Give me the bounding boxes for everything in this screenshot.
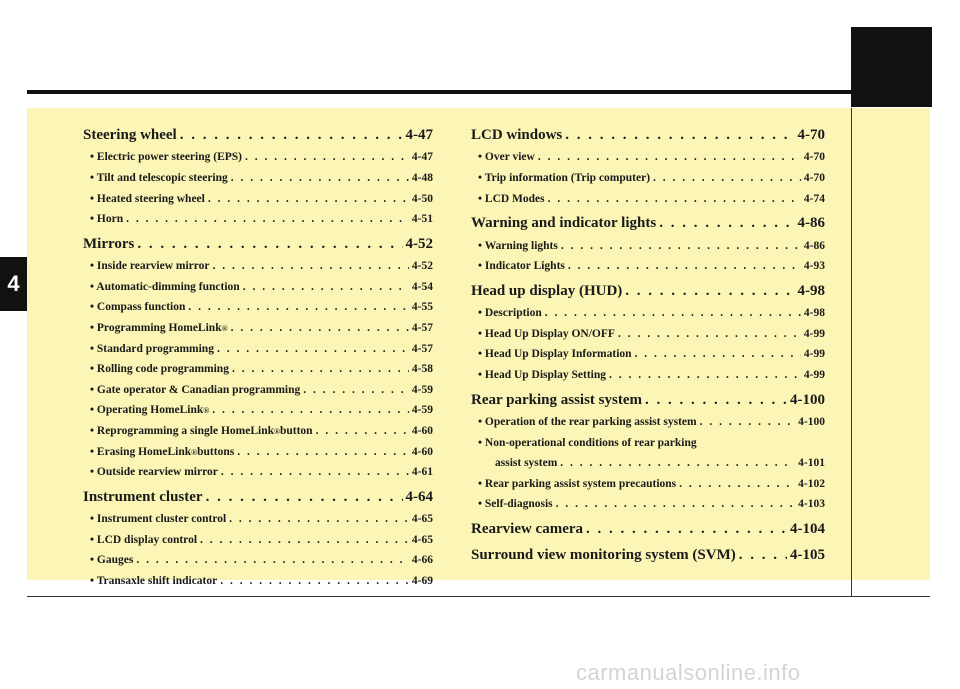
page-number: 4-50 <box>411 192 433 205</box>
toc-entry-title: • Description <box>478 307 542 320</box>
toc-heading[interactable] <box>471 518 825 541</box>
page-number: 4-66 <box>411 554 433 567</box>
page-number: 4-104 <box>790 520 825 537</box>
toc-heading[interactable] <box>83 233 433 256</box>
toc-entry-title: LCD windows <box>471 127 563 143</box>
toc-entry-title: • Non-operational conditions of rear parking <box>478 436 697 449</box>
toc-entry[interactable] <box>83 256 433 277</box>
toc-heading[interactable] <box>471 280 825 303</box>
toc-entry-title: Steering wheel <box>83 127 177 143</box>
page-number: 4-61 <box>411 466 433 479</box>
page-number: 4-100 <box>790 391 825 408</box>
dot-leader <box>188 297 409 318</box>
toc-entry[interactable] <box>471 256 825 277</box>
toc-entry-title: • Reprogramming a single HomeLink <box>90 424 274 437</box>
toc-entry[interactable] <box>83 147 433 168</box>
toc-left-column <box>83 124 433 591</box>
chapter-header-block <box>851 27 932 107</box>
page-number: 4-47 <box>405 127 433 143</box>
toc-entry-title: • Rear parking assist system precautions <box>478 477 677 490</box>
page-number: 4-70 <box>803 151 825 164</box>
dot-leader <box>200 530 409 551</box>
toc-entry[interactable] <box>471 412 825 433</box>
toc-entry[interactable] <box>83 400 433 421</box>
page-number: 4-65 <box>411 533 433 546</box>
dot-leader <box>231 318 409 339</box>
toc-entry-title: assist system <box>495 457 558 470</box>
toc-entry-title: • Gauges <box>90 554 134 567</box>
dot-leader <box>560 453 795 474</box>
dot-leader <box>645 389 787 412</box>
dot-leader <box>136 550 409 571</box>
page-number: 4-102 <box>798 477 825 490</box>
page-number: 4-59 <box>411 404 433 417</box>
toc-entry-title: • Over view <box>478 151 535 164</box>
toc-entry[interactable] <box>471 365 825 386</box>
toc-entry[interactable] <box>83 380 433 401</box>
dot-leader <box>137 233 402 256</box>
toc-entry[interactable] <box>83 277 433 298</box>
toc-entry[interactable] <box>83 530 433 551</box>
toc-entry-title: • Outside rearview mirror <box>90 466 218 479</box>
page-number: 4-51 <box>411 213 433 226</box>
toc-entry-title: • Standard programming <box>90 342 214 355</box>
toc-entry-title: Rear parking assist system <box>471 391 642 408</box>
page-number: 4-65 <box>411 513 433 526</box>
toc-entry-title: • Head Up Display Information <box>478 348 632 361</box>
dot-leader <box>180 124 403 147</box>
toc-heading[interactable] <box>471 212 825 235</box>
toc-entry[interactable] <box>83 421 433 442</box>
dot-leader <box>700 412 796 433</box>
toc-entry[interactable] <box>83 571 433 592</box>
dot-leader <box>217 339 409 360</box>
dot-leader <box>556 494 796 515</box>
dot-leader <box>212 400 409 421</box>
toc-entry[interactable] <box>471 303 825 324</box>
toc-entry-title: • Heated steering wheel <box>90 192 205 205</box>
page-number: 4-86 <box>797 215 825 232</box>
dot-leader <box>237 442 409 463</box>
page-number: 4-64 <box>405 488 433 505</box>
toc-entry-title: • Erasing HomeLink <box>90 445 192 458</box>
page-number: 4-52 <box>405 235 433 252</box>
page-number: 4-59 <box>411 383 433 396</box>
page-number: 4-93 <box>803 260 825 273</box>
toc-entry-title: • Warning lights <box>478 239 558 252</box>
dot-leader <box>208 189 409 210</box>
dot-leader <box>561 236 801 257</box>
dot-leader <box>635 344 801 365</box>
toc-entry-title: Instrument cluster <box>83 488 203 505</box>
page-number: 4-48 <box>411 171 433 184</box>
watermark: carmanualsonline.info <box>576 660 801 685</box>
toc-entry-title: • Instrument cluster control <box>90 513 227 526</box>
dot-leader <box>245 147 409 168</box>
page-number: 4-103 <box>798 498 825 511</box>
toc-entry-title: Head up display (HUD) <box>471 282 623 299</box>
dot-leader <box>586 518 787 541</box>
toc-entry[interactable] <box>471 147 825 168</box>
registered-mark: ® <box>273 426 280 436</box>
dot-leader <box>545 303 801 324</box>
toc-entry-title: • Programming HomeLink <box>90 321 222 334</box>
page-number: 4-101 <box>798 457 825 470</box>
dot-leader <box>609 365 801 386</box>
toc-entry-title: • Rolling code programming <box>90 363 229 376</box>
dot-leader <box>538 147 801 168</box>
toc-entry-title: • LCD Modes <box>478 192 545 205</box>
toc-entry-title: • Inside rearview mirror <box>90 260 210 273</box>
toc-entry[interactable] <box>471 344 825 365</box>
chapter-tab: 4 <box>0 257 27 311</box>
top-rule <box>27 90 930 94</box>
toc-entry-title: • Compass function <box>90 301 186 314</box>
toc-entry-title: • Gate operator & Canadian programming <box>90 383 301 396</box>
toc-heading[interactable] <box>471 124 825 147</box>
dot-leader <box>565 124 794 147</box>
page-number: 4-99 <box>803 368 825 381</box>
toc-entry[interactable] <box>471 474 825 495</box>
toc-entry[interactable] <box>83 550 433 571</box>
toc-right-column <box>471 124 825 568</box>
page-number: 4-99 <box>803 348 825 361</box>
toc-entry[interactable] <box>471 236 825 257</box>
page-number: 4-57 <box>411 321 433 334</box>
registered-mark: ® <box>203 406 210 416</box>
page-number: 4-47 <box>411 151 433 164</box>
toc-entry-title: • LCD display control <box>90 533 198 546</box>
toc-entry-title: Rearview camera <box>471 520 584 537</box>
toc-entry-title: • Transaxle shift indicator <box>90 574 218 587</box>
toc-entry[interactable] <box>83 318 433 339</box>
dot-leader <box>739 544 787 567</box>
bottom-rule <box>27 596 930 597</box>
dot-leader <box>316 421 409 442</box>
toc-heading[interactable] <box>471 389 825 412</box>
toc-entry-title: • Operation of the rear parking assist system <box>478 415 697 428</box>
dot-leader <box>659 212 794 235</box>
dot-leader <box>232 359 409 380</box>
toc-entry[interactable] <box>471 494 825 515</box>
toc-entry-title: Warning and indicator lights <box>471 215 657 232</box>
page-number: 4-60 <box>411 424 433 437</box>
dot-leader <box>568 256 801 277</box>
page-number: 4-86 <box>803 239 825 252</box>
toc-entry-title: • Trip information (Trip computer) <box>478 171 651 184</box>
toc-heading[interactable] <box>471 544 825 567</box>
page-number: 4-52 <box>411 260 433 273</box>
dot-leader <box>206 486 403 509</box>
page-number: 4-74 <box>803 192 825 205</box>
page-number: 4-69 <box>411 574 433 587</box>
toc-entry[interactable] <box>83 509 433 530</box>
page-number: 4-70 <box>803 171 825 184</box>
page-number: 4-98 <box>797 282 825 299</box>
toc-entry[interactable] <box>83 209 433 230</box>
dot-leader <box>213 256 409 277</box>
page-number: 4-55 <box>411 301 433 314</box>
toc-entry-title: Surround view monitoring system (SVM) <box>471 547 736 564</box>
toc-heading[interactable] <box>83 486 433 509</box>
toc-entry[interactable] <box>471 168 825 189</box>
dot-leader <box>303 380 409 401</box>
page-number: 4-98 <box>803 307 825 320</box>
page-number: 4-99 <box>803 327 825 340</box>
toc-entry-title: • Electric power steering (EPS) <box>90 151 242 164</box>
page-number: 4-70 <box>797 127 825 143</box>
toc-entry[interactable] <box>83 359 433 380</box>
toc-entry[interactable] <box>471 433 825 454</box>
toc-entry-title: • Self-diagnosis <box>478 498 553 511</box>
toc-entry-title: Mirrors <box>83 235 135 252</box>
toc-entry[interactable] <box>471 189 825 210</box>
toc-entry[interactable] <box>83 189 433 210</box>
dot-leader <box>231 168 409 189</box>
page-number: 4-60 <box>411 445 433 458</box>
toc-entry-title: • Horn <box>90 213 124 226</box>
page-number: 4-58 <box>411 363 433 376</box>
toc-entry-title: • Operating HomeLink <box>90 404 204 417</box>
registered-mark: ® <box>191 447 198 457</box>
toc-entry[interactable] <box>83 168 433 189</box>
toc-entry[interactable] <box>83 339 433 360</box>
registered-mark: ® <box>221 323 228 333</box>
toc-entry-title: • Head Up Display Setting <box>478 368 606 381</box>
dot-leader <box>679 474 795 495</box>
dot-leader <box>548 189 801 210</box>
toc-entry-title-suffix: button <box>279 424 313 437</box>
page-number: 4-54 <box>411 280 433 293</box>
dot-leader <box>126 209 409 230</box>
dot-leader <box>625 280 794 303</box>
page-number: 4-57 <box>411 342 433 355</box>
toc-entry[interactable] <box>83 462 433 483</box>
toc-entry[interactable] <box>83 297 433 318</box>
toc-entry-title: • Tilt and telescopic steering <box>90 171 228 184</box>
page-number: 4-105 <box>790 547 825 564</box>
toc-entry-title-suffix: buttons <box>197 445 235 458</box>
vertical-divider <box>851 108 852 596</box>
toc-entry[interactable] <box>83 442 433 463</box>
dot-leader <box>618 324 801 345</box>
page-number: 4-100 <box>798 415 825 428</box>
dot-leader <box>229 509 409 530</box>
toc-entry-title: • Head Up Display ON/OFF <box>478 327 615 340</box>
toc-heading[interactable] <box>83 124 433 147</box>
dot-leader <box>221 462 409 483</box>
dot-leader <box>653 168 801 189</box>
toc-entry[interactable] <box>471 453 825 474</box>
toc-entry-title: • Indicator Lights <box>478 260 565 273</box>
dot-leader <box>243 277 409 298</box>
dot-leader <box>220 571 409 592</box>
toc-entry[interactable] <box>471 324 825 345</box>
toc-entry-title: • Automatic-dimming function <box>90 280 240 293</box>
